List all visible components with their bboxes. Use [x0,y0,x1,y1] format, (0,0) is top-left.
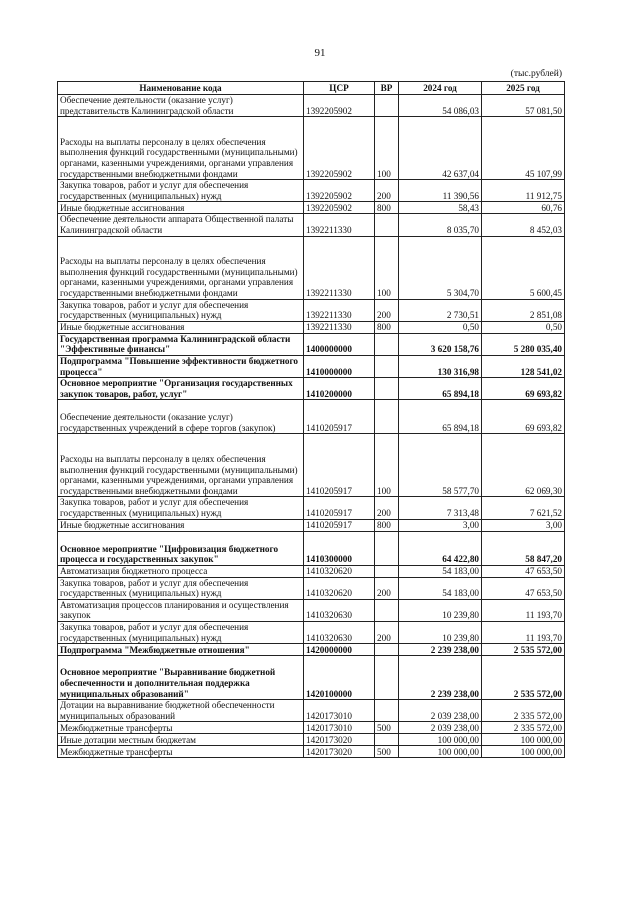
table-row [58,722,565,734]
row-2025-cell: 62 069,30 [482,434,565,497]
row-csr-cell: 1392205902 [304,117,375,180]
row-2025-cell: 60,76 [482,202,565,214]
row-vr-cell [375,333,399,355]
table-row [58,333,565,355]
table-row [58,355,565,377]
row-name-cell: Закупка товаров, работ и услуг для обеспечения государственных (муниципальных) нужд [58,497,304,519]
row-vr-cell [375,214,399,236]
row-2024-cell: 100 000,00 [399,746,482,758]
row-csr-cell: 1392205902 [304,95,375,117]
header-vr: ВР [375,82,399,95]
row-2024-cell: 2 039 238,00 [399,722,482,734]
row-vr-cell [375,700,399,722]
row-csr-cell: 1392205902 [304,180,375,202]
row-vr-cell: 100 [375,117,399,180]
table-body [58,95,565,758]
row-vr-cell: 200 [375,577,399,599]
row-2025-cell: 58 847,20 [482,531,565,565]
table-row [58,734,565,746]
row-2024-cell: 11 390,56 [399,180,482,202]
row-vr-cell [375,734,399,746]
table-row [58,622,565,644]
row-2025-cell: 2 335 572,00 [482,700,565,722]
row-name-cell: Иные бюджетные ассигнования [58,202,304,214]
row-2025-cell: 8 452,03 [482,214,565,236]
row-name-cell: Иные дотации местным бюджетам [58,734,304,746]
row-vr-cell: 200 [375,299,399,321]
row-2025-cell: 5 600,45 [482,236,565,299]
row-csr-cell: 1392211330 [304,236,375,299]
header-2025: 2025 год [482,82,565,95]
row-csr-cell: 1410205917 [304,400,375,434]
row-2025-cell: 47 653,50 [482,565,565,577]
row-csr-cell: 1420100000 [304,656,375,700]
row-csr-cell: 1410205917 [304,497,375,519]
header-csr: ЦСР [304,82,375,95]
row-csr-cell: 1420173020 [304,746,375,758]
row-vr-cell [375,599,399,621]
table-row [58,214,565,236]
row-vr-cell [375,355,399,377]
row-csr-cell: 1410320630 [304,599,375,621]
row-2024-cell: 54 183,00 [399,577,482,599]
table-row [58,321,565,333]
row-2025-cell: 47 653,50 [482,577,565,599]
row-vr-cell: 100 [375,434,399,497]
row-2024-cell: 7 313,48 [399,497,482,519]
row-name-cell: Автоматизация процессов планирования и осуществления закупок [58,599,304,621]
table-header-row [58,82,565,95]
row-csr-cell: 1392211330 [304,214,375,236]
row-csr-cell: 1410300000 [304,531,375,565]
row-2025-cell: 128 541,02 [482,355,565,377]
table-row [58,202,565,214]
row-csr-cell: 1420173010 [304,700,375,722]
row-name-cell: Закупка товаров, работ и услуг для обеспечения государственных (муниципальных) нужд [58,299,304,321]
units-label: (тыс.рублей) [510,69,562,79]
row-2025-cell: 7 621,52 [482,497,565,519]
header-name: Наименование кода [58,82,304,95]
row-2024-cell: 0,50 [399,321,482,333]
row-name-cell: Автоматизация бюджетного процесса [58,565,304,577]
row-csr-cell: 1410205917 [304,519,375,531]
row-name-cell: Подпрограмма "Повышение эффективности бюджетного процесса" [58,355,304,377]
row-vr-cell [375,378,399,400]
table-row [58,700,565,722]
row-2024-cell: 2 239 238,00 [399,656,482,700]
row-name-cell: Иные бюджетные ассигнования [58,321,304,333]
table-row [58,531,565,565]
row-2024-cell: 3,00 [399,519,482,531]
row-name-cell: Дотации на выравнивание бюджетной обеспеченности муниципальных образований [58,700,304,722]
row-name-cell: Расходы на выплаты персоналу в целях обеспечения выполнения функций государственными (муниципальными) органами, казенными учреждениями, органами управления государственными внебюджетными фондами [58,434,304,497]
table-row [58,434,565,497]
row-2025-cell: 100 000,00 [482,734,565,746]
row-name-cell: Основное мероприятие "Выравнивание бюджетной обеспеченности и дополнительная поддержка муниципальных образований" [58,656,304,700]
table-row [58,497,565,519]
row-2025-cell: 69 693,82 [482,400,565,434]
row-vr-cell: 200 [375,622,399,644]
row-vr-cell: 800 [375,519,399,531]
row-name-cell: Основное мероприятие "Организация государственных закупок товаров, работ, услуг" [58,378,304,400]
row-2025-cell: 45 107,99 [482,117,565,180]
row-name-cell: Расходы на выплаты персоналу в целях обеспечения выполнения функций государственными (муниципальными) органами, казенными учреждениями, органами управления государственными внебюджетными фондами [58,236,304,299]
row-2024-cell: 65 894,18 [399,378,482,400]
page-number: 91 [314,47,326,59]
table-row [58,95,565,117]
row-vr-cell: 100 [375,236,399,299]
row-2025-cell: 2 335 572,00 [482,722,565,734]
row-vr-cell [375,531,399,565]
table-row [58,565,565,577]
row-csr-cell: 1410200000 [304,378,375,400]
row-2025-cell: 5 280 035,40 [482,333,565,355]
row-vr-cell: 200 [375,497,399,519]
row-2024-cell: 65 894,18 [399,400,482,434]
row-2025-cell: 2 535 572,00 [482,656,565,700]
row-vr-cell [375,656,399,700]
row-2025-cell: 2 851,08 [482,299,565,321]
table-row [58,299,565,321]
row-csr-cell: 1410320620 [304,565,375,577]
row-2024-cell: 10 239,80 [399,599,482,621]
row-2024-cell: 42 637,04 [399,117,482,180]
row-csr-cell: 1410205917 [304,434,375,497]
row-name-cell: Государственная программа Калининградской области "Эффективные финансы" [58,333,304,355]
row-2025-cell: 0,50 [482,321,565,333]
row-2024-cell: 2 730,51 [399,299,482,321]
table-row [58,519,565,531]
table-row [58,644,565,656]
row-2024-cell: 10 239,80 [399,622,482,644]
row-2025-cell: 100 000,00 [482,746,565,758]
budget-table [57,81,565,758]
row-vr-cell: 200 [375,180,399,202]
table-row [58,400,565,434]
row-name-cell: Обеспечение деятельности аппарата Общественной палаты Калининградской области [58,214,304,236]
row-name-cell: Обеспечение деятельности (оказание услуг) государственных учреждений в сфере торгов (закупок) [58,400,304,434]
row-vr-cell: 800 [375,321,399,333]
row-2024-cell: 3 620 158,76 [399,333,482,355]
table-row [58,577,565,599]
row-2024-cell: 2 039 238,00 [399,700,482,722]
row-name-cell: Закупка товаров, работ и услуг для обеспечения государственных (муниципальных) нужд [58,180,304,202]
row-name-cell: Подпрограмма "Межбюджетные отношения" [58,644,304,656]
row-2024-cell: 58 577,70 [399,434,482,497]
row-name-cell: Расходы на выплаты персоналу в целях обеспечения выполнения функций государственными (муниципальными) органами, казенными учреждениями, органами управления государственными внебюджетными фондами [58,117,304,180]
table-row [58,117,565,180]
row-name-cell: Основное мероприятие "Цифровизация бюджетного процесса и государственных закупок" [58,531,304,565]
row-2024-cell: 2 239 238,00 [399,644,482,656]
row-csr-cell: 1410320630 [304,622,375,644]
row-2024-cell: 5 304,70 [399,236,482,299]
row-vr-cell: 500 [375,722,399,734]
row-2024-cell: 64 422,80 [399,531,482,565]
row-csr-cell: 1400000000 [304,333,375,355]
row-2024-cell: 130 316,98 [399,355,482,377]
row-vr-cell [375,565,399,577]
row-2024-cell: 54 086,03 [399,95,482,117]
row-2025-cell: 57 081,50 [482,95,565,117]
row-vr-cell: 500 [375,746,399,758]
row-name-cell: Иные бюджетные ассигнования [58,519,304,531]
row-2025-cell: 11 193,70 [482,622,565,644]
row-csr-cell: 1392211330 [304,299,375,321]
row-2025-cell: 11 912,75 [482,180,565,202]
table-row [58,746,565,758]
row-vr-cell [375,400,399,434]
row-name-cell: Закупка товаров, работ и услуг для обеспечения государственных (муниципальных) нужд [58,622,304,644]
row-2025-cell: 69 693,82 [482,378,565,400]
row-vr-cell [375,644,399,656]
row-2024-cell: 54 183,00 [399,565,482,577]
row-csr-cell: 1420173010 [304,722,375,734]
table-row [58,599,565,621]
row-2024-cell: 100 000,00 [399,734,482,746]
row-csr-cell: 1410320620 [304,577,375,599]
row-csr-cell: 1392211330 [304,321,375,333]
row-csr-cell: 1420173020 [304,734,375,746]
row-name-cell: Закупка товаров, работ и услуг для обеспечения государственных (муниципальных) нужд [58,577,304,599]
row-name-cell: Обеспечение деятельности (оказание услуг) представительств Калининградской области [58,95,304,117]
table-row [58,378,565,400]
row-vr-cell: 800 [375,202,399,214]
row-2024-cell: 58,43 [399,202,482,214]
table-row [58,656,565,700]
row-2025-cell: 11 193,70 [482,599,565,621]
row-vr-cell [375,95,399,117]
row-csr-cell: 1420000000 [304,644,375,656]
row-2024-cell: 8 035,70 [399,214,482,236]
row-name-cell: Межбюджетные трансферты [58,722,304,734]
table-row [58,180,565,202]
row-name-cell: Межбюджетные трансферты [58,746,304,758]
row-2025-cell: 2 535 572,00 [482,644,565,656]
row-csr-cell: 1392205902 [304,202,375,214]
row-csr-cell: 1410000000 [304,355,375,377]
header-2024: 2024 год [399,82,482,95]
table-row [58,236,565,299]
row-2025-cell: 3,00 [482,519,565,531]
